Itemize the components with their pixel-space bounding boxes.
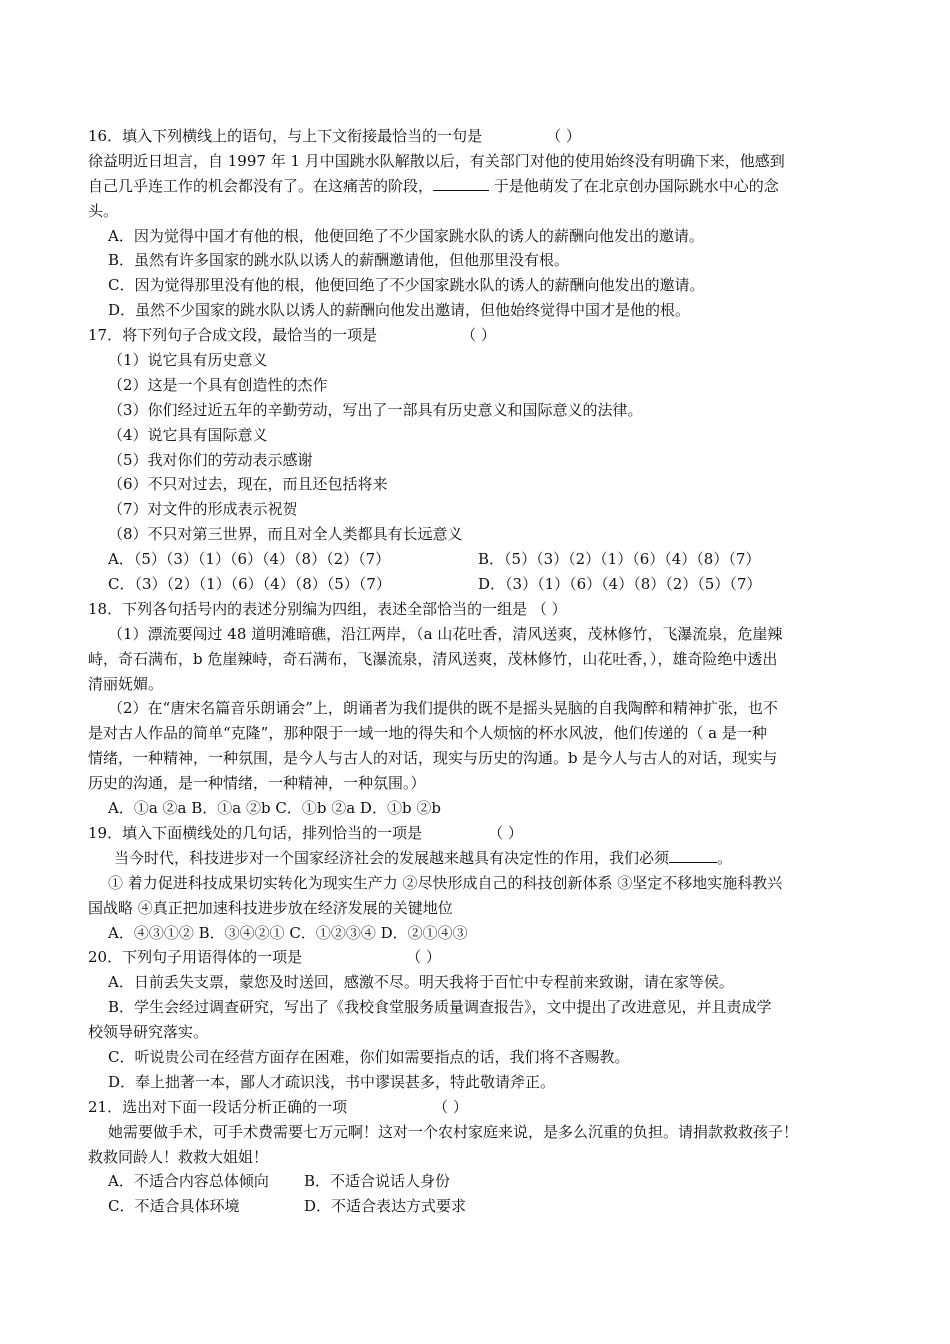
q18-stem: 18．下列各句括号内的表述分别编为四组，表述全部恰当的一组是 （ ） [88, 599, 567, 618]
q16-option-a: A．因为觉得中国才有他的根，他便回绝了不少国家跳水队的诱人的薪酬向他发出的邀请。 [108, 226, 704, 245]
q16-passage: 徐益明近日坦言，自 1997 年 1 月中国跳水队解散以后，有关部门对他的使用始终没有明确下来，他感到 [88, 151, 785, 170]
q18-sentence-2: （2）在“唐宋名篇音乐朗诵会”上，朗诵者为我们提供的既不是摇头晃脑的自我陶醉和精神扩张，也不 [108, 699, 778, 718]
q19-passage: 当今时代，科技进步对一个国家经济社会的发展越来越具有决定性的作用，我们必须 。 [114, 848, 733, 867]
q21-options-cd: C．不适合具体环境 D．不适合表达方式要求 [108, 1197, 467, 1216]
q17-item: （5）我对你们的劳动表示感谢 [108, 450, 313, 469]
q17-options-ab: A．（5）（3）（1）（6）（4）（8）（2）（7） B．（5）（3）（2）（1）（6）（4）（8）（7） [108, 550, 761, 569]
q16-passage: 头。 [88, 201, 119, 220]
q17-item: （7）对文件的形成表示祝贺 [108, 500, 298, 519]
q17-item: （4）说它具有国际意义 [108, 425, 268, 444]
q16-passage: 自己几乎连工作的机会都没有了。在这痛苦的阶段， 于是他萌发了在北京创办国际跳水中心的念 [88, 176, 779, 195]
q17-item: （1）说它具有历史意义 [108, 351, 268, 370]
q21-stem: 21．选出对下面一段话分析正确的一项 （ ） [88, 1095, 868, 1120]
q21-options-ab: A．不适合内容总体倾向 B．不适合说话人身份 [108, 1172, 451, 1191]
q17-item: （6）不只对过去，现在，而且还包括将来 [108, 475, 388, 494]
q18-sentence-2: 情绪，一种精神，一种氛围，是今人与古人的对话，现实与历史的沟通。b 是今人与古人的对话，现实与 [88, 749, 778, 768]
q17-item: （3）你们经过近五年的辛勤劳动，写出了一部具有历史意义和国际意义的法律。 [108, 400, 643, 419]
q16-option-b: B．虽然有许多国家的跳水队以诱人的薪酬邀请他，但他那里没有根。 [108, 251, 570, 270]
answer-paren: （ ） [461, 326, 496, 345]
answer-paren: （ ） [433, 1097, 468, 1116]
q18-sentence-1: （1）漂流要闯过 48 道明滩暗礁，沿江两岸，（a 山花吐香，清风送爽，茂林修竹，飞瀑流泉，危崖辣 [108, 624, 783, 643]
q18-sentence-1: 清丽妩媚。 [88, 674, 164, 693]
q19-items: 国战略 ④真正把加速科技进步放在经济发展的关键地位 [88, 898, 453, 917]
q17-options-cd: C．（3）（2）（1）（6）（4）（8）（5）（7） D．（3）（1）（6）（4）（8）（2）（5）（7） [108, 575, 762, 594]
q19-options: A．④③①② B．③④②① C．①②③④ D．②①④③ [108, 923, 468, 942]
q20-stem: 20．下列句子用语得体的一项是 （ ） [88, 945, 868, 970]
answer-paren: （ ） [546, 127, 581, 145]
q20-option-a: A．日前丢失支票，蒙您及时送回，感激不尽。明天我将于百忙中专程前来致谢，请在家等侯。 [108, 973, 734, 992]
q17-stem: 17．将下列句子合成文段，最恰当的一项是 （ ） [88, 323, 868, 348]
q20-option-d: D．奉上拙著一本，鄙人才疏识浅，书中谬误甚多，特此敬请斧正。 [108, 1072, 556, 1091]
fill-blank [669, 847, 717, 863]
q19-stem: 19．填入下面横线处的几句话，排列恰当的一项是 （ ） [88, 821, 868, 846]
q18-sentence-2: 是对古人作品的简单“克隆”，那种限于一域一地的得失和个人烦恼的杯水风波，他们传递的（ a 是一种 [88, 724, 767, 743]
q16-option-d: D．虽然不少国家的跳水队以诱人的薪酬向他发出邀请，但他始终觉得中国才是他的根。 [108, 301, 691, 320]
fill-blank [433, 175, 489, 191]
answer-paren: （ ） [406, 948, 441, 967]
q17-item: （2）这是一个具有创造性的杰作 [108, 375, 328, 394]
q20-option-b: B．学生会经过调查研究，写出了《我校食堂服务质量调查报告》，文中提出了改进意见，并且责成学 [108, 998, 772, 1017]
q18-sentence-1: 峙，奇石满布，b 危崖辣峙，奇石满布，飞瀑流泉，清风送爽，茂林修竹，山花吐香，），雄奇险绝中透出 [88, 649, 778, 668]
q20-option-b: 校领导研究落实。 [88, 1023, 209, 1042]
q18-options: A．①a ②a B．①a ②b C．①b ②a D．①b ②b [108, 799, 441, 818]
q21-passage: 救救同龄人！救救大姐姐！ [88, 1147, 269, 1166]
q17-item: （8）不只对第三世界，而且对全人类都具有长远意义 [108, 525, 463, 544]
q21-passage: 她需要做手术，可手术费需要七万元啊！这对一个农村家庭来说，是多么沉重的负担。请捐款救救孩子！ [108, 1122, 799, 1141]
q20-option-c: C．听说贵公司在经营方面存在困难，你们如需要指点的话，我们将不吝赐教。 [108, 1047, 630, 1066]
q16-option-c: C．因为觉得那里没有他的根，他便回绝了不少国家跳水队的诱人的薪酬向他发出的邀请。 [108, 276, 705, 295]
answer-paren: （ ） [488, 823, 523, 842]
q18-sentence-2: 历史的沟通，是一种情绪，一种精神，一种氛围。） [88, 774, 426, 793]
q19-items: ① 着力促进科技成果切实转化为现实生产力 ②尽快形成自己的科技创新体系 ③坚定不移地实施科教兴 [108, 873, 783, 892]
exam-page [88, 124, 868, 1219]
q16-stem: 16．填入下列横线上的语句，与上下文衔接最恰当的一句是 （ ） [88, 124, 868, 149]
